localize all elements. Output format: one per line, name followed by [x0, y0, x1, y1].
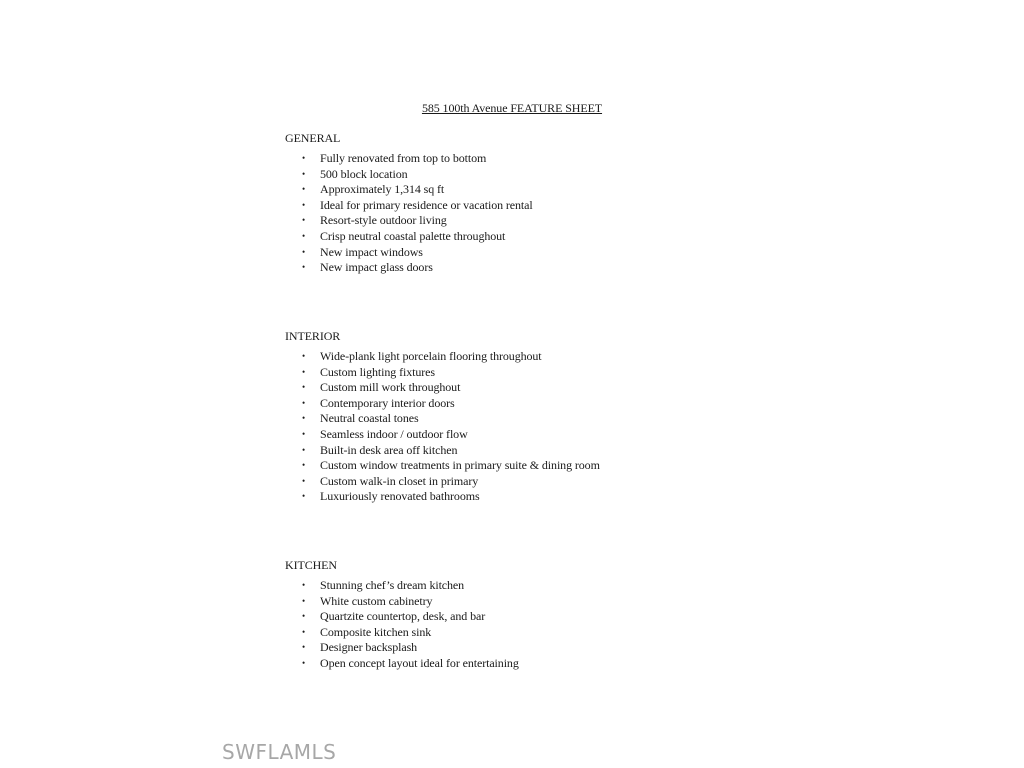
bullet-icon: •	[302, 215, 306, 226]
bullet-icon: •	[302, 475, 306, 486]
list-item	[285, 578, 685, 594]
bullet-icon: •	[302, 351, 306, 361]
list-item	[285, 365, 685, 381]
list-item-text: Contemporary interior doors	[320, 395, 455, 410]
list-item	[285, 167, 685, 183]
bullet-icon: •	[302, 595, 306, 606]
bullet-icon: •	[302, 460, 306, 471]
bullet-icon: •	[302, 230, 306, 241]
bullet-icon: •	[302, 611, 306, 622]
bullet-icon: •	[302, 184, 306, 195]
list-item	[285, 182, 685, 198]
list-item	[285, 640, 685, 656]
bullet-icon: •	[302, 428, 306, 439]
bullet-icon: •	[302, 168, 306, 179]
list-item-text: Ideal for primary residence or vacation rental	[320, 197, 533, 212]
list-item-text: Fully renovated from top to bottom	[320, 151, 487, 165]
bullet-icon: •	[302, 657, 306, 668]
list-item	[285, 427, 685, 443]
list-item	[285, 213, 685, 229]
bullet-icon: •	[302, 397, 306, 408]
list-item	[285, 151, 685, 167]
section-interior	[285, 328, 600, 504]
bullet-icon: •	[302, 199, 306, 210]
list-item	[285, 380, 685, 396]
general-feature-list	[285, 151, 685, 276]
list-item	[285, 474, 685, 490]
list-item-text: Luxuriously renovated bathrooms	[320, 489, 480, 504]
list-item	[285, 260, 685, 276]
list-item	[285, 594, 685, 610]
list-item-text: Custom lighting fixtures	[320, 364, 435, 379]
list-item-text: Quartzite countertop, desk, and bar	[320, 609, 486, 624]
list-item	[285, 198, 685, 214]
mls-watermark: SWFLAMLS	[222, 740, 337, 764]
list-item-text: Custom window treatments in primary suite & dining room	[320, 458, 600, 473]
list-item-text: 500 block location	[320, 166, 408, 181]
list-item-text: Resort-style outdoor living	[320, 213, 447, 228]
bullet-icon: •	[302, 366, 306, 377]
list-item-text: Stunning chef’s dream kitchen	[320, 578, 465, 592]
bullet-icon: •	[302, 262, 306, 273]
list-item-text: Neutral coastal tones	[320, 411, 419, 426]
list-item	[285, 609, 685, 625]
list-item	[285, 349, 685, 365]
list-item-text: Designer backsplash	[320, 640, 418, 655]
document-title: 585 100th Avenue FEATURE SHEET	[421, 101, 603, 115]
list-item	[285, 245, 685, 261]
bullet-icon: •	[302, 444, 306, 455]
section-heading-general: GENERAL	[285, 131, 341, 145]
list-item-text: Seamless indoor / outdoor flow	[320, 426, 468, 441]
list-item-text: Custom mill work throughout	[320, 380, 461, 395]
list-item	[285, 443, 685, 459]
bullet-icon: •	[302, 626, 306, 637]
list-item-text: Built-in desk area off kitchen	[320, 442, 458, 457]
list-item-text: New impact windows	[320, 244, 423, 259]
list-item-text: Crisp neutral coastal palette throughout	[320, 228, 506, 243]
list-item-text: White custom cabinetry	[320, 593, 433, 608]
list-item-text: Composite kitchen sink	[320, 624, 432, 639]
list-item-text: Approximately 1,314 sq ft	[320, 182, 445, 197]
list-item	[285, 411, 685, 427]
list-item	[285, 625, 685, 641]
list-item-text: Wide-plank light porcelain flooring throughout	[320, 349, 542, 363]
bullet-icon: •	[302, 642, 306, 653]
kitchen-feature-list	[285, 578, 685, 672]
list-item	[285, 396, 685, 412]
section-heading-interior: INTERIOR	[285, 329, 341, 343]
list-item	[285, 229, 685, 245]
bullet-icon: •	[302, 580, 306, 590]
bullet-icon: •	[302, 491, 306, 502]
list-item	[285, 489, 685, 505]
list-item-text: Open concept layout ideal for entertaining	[320, 655, 519, 670]
section-heading-kitchen: KITCHEN	[285, 558, 337, 572]
interior-feature-list	[285, 349, 685, 505]
bullet-icon: •	[302, 382, 306, 393]
list-item	[285, 656, 685, 672]
bullet-icon: •	[302, 246, 306, 257]
bullet-icon: •	[302, 413, 306, 424]
list-item	[285, 458, 685, 474]
section-kitchen	[285, 557, 519, 670]
section-general	[285, 130, 533, 275]
list-item-text: Custom walk-in closet in primary	[320, 473, 479, 488]
bullet-icon: •	[302, 153, 306, 163]
list-item-text: New impact glass doors	[320, 260, 433, 275]
